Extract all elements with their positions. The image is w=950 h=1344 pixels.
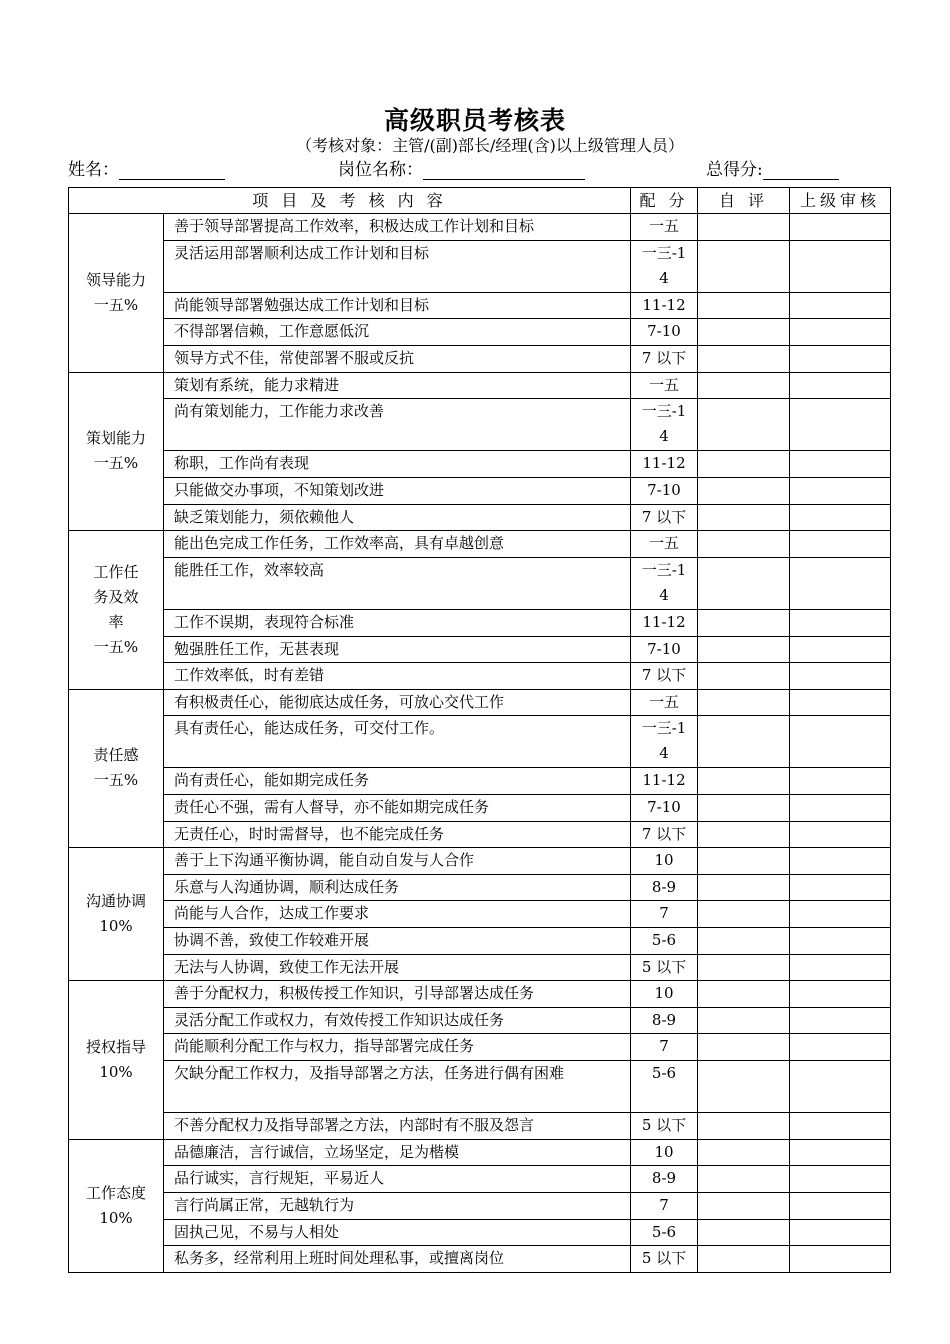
table-row <box>69 663 891 690</box>
self-eval-cell[interactable] <box>698 1192 790 1219</box>
self-eval-cell[interactable] <box>698 1139 790 1166</box>
supervisor-review-cell[interactable] <box>790 795 891 822</box>
score-range: 一五 <box>631 372 698 399</box>
self-eval-cell[interactable] <box>698 1246 790 1273</box>
self-eval-cell[interactable] <box>698 531 790 558</box>
criterion-text: 私务多，经常利用上班时间处理私事，或擅离岗位 <box>164 1246 631 1273</box>
supervisor-review-cell[interactable] <box>790 557 891 609</box>
self-eval-cell[interactable] <box>698 954 790 981</box>
table-row <box>69 531 891 558</box>
document-title: 高级职员考核表 <box>383 106 566 135</box>
score-range: 7 <box>631 1034 698 1061</box>
score-range: 一三-14 <box>631 557 698 609</box>
category-name: 工作态度 <box>85 1183 146 1202</box>
category-name: 授权指导 <box>85 1038 146 1056</box>
table-row <box>69 292 891 319</box>
self-eval-cell[interactable] <box>698 981 790 1008</box>
criterion-text: 具有责任心，能达成任务，可交付工作。 <box>164 716 631 768</box>
category-weight: 一五% <box>93 637 139 656</box>
score-range: 一五 <box>631 531 698 558</box>
score-range: 11-12 <box>631 292 698 319</box>
criterion-text: 工作效率低，时有差错 <box>164 663 631 690</box>
criterion-text: 善于领导部署提高工作效率，积极达成工作计划和目标 <box>164 214 631 241</box>
score-range: 一三-14 <box>631 240 698 292</box>
criterion-text: 只能做交办事项，不知策划改进 <box>164 477 631 504</box>
supervisor-review-cell[interactable] <box>790 240 891 292</box>
criterion-text: 能胜任工作，效率较高 <box>164 557 631 609</box>
criterion-text: 善于上下沟通平衡协调，能自动自发与人合作 <box>164 848 631 875</box>
supervisor-review-cell[interactable] <box>790 981 891 1008</box>
criterion-text: 品行诚实，言行规矩，平易近人 <box>164 1166 631 1193</box>
self-eval-cell[interactable] <box>698 240 790 292</box>
category-name: 策划能力 <box>85 429 146 448</box>
criterion-text: 灵活分配工作或权力，有效传授工作知识达成任务 <box>164 1007 631 1034</box>
score-range: 7 以下 <box>631 345 698 372</box>
criterion-text: 无责任心，时时需督导，也不能完成任务 <box>164 821 631 848</box>
category-weight: 一五% <box>93 295 139 314</box>
table-row <box>69 874 891 901</box>
header-items: 项 目 及 考 核 内 容 <box>69 188 631 214</box>
score-range: 5 以下 <box>631 954 698 981</box>
criterion-text: 缺乏策划能力，须依赖他人 <box>164 504 631 531</box>
score-range: 10 <box>631 981 698 1008</box>
table-header-row <box>69 188 891 214</box>
supervisor-review-cell[interactable] <box>790 609 891 636</box>
table-row <box>69 345 891 372</box>
criterion-text: 责任心不强，需有人督导，亦不能如期完成任务 <box>164 795 631 822</box>
score-range: 5 以下 <box>631 1246 698 1273</box>
supervisor-review-cell[interactable] <box>790 372 891 399</box>
table-row <box>69 636 891 663</box>
self-eval-cell[interactable] <box>698 1113 790 1140</box>
self-eval-cell[interactable] <box>698 636 790 663</box>
table-row <box>69 1007 891 1034</box>
self-eval-cell[interactable] <box>698 345 790 372</box>
position-blank-line[interactable] <box>423 161 585 180</box>
assessment-table <box>68 187 891 1273</box>
score-range: 7 <box>631 901 698 928</box>
name-label: 姓名： <box>68 160 119 180</box>
score-range: 7 以下 <box>631 663 698 690</box>
category-cell <box>69 372 164 531</box>
criterion-text: 工作不误期，表现符合标准 <box>164 609 631 636</box>
category-cell <box>69 214 164 373</box>
table-row <box>69 240 891 292</box>
category-weight: 10% <box>99 1208 133 1227</box>
table-row <box>69 768 891 795</box>
self-eval-cell[interactable] <box>698 821 790 848</box>
category-cell <box>69 1139 164 1272</box>
table-row <box>69 848 891 875</box>
criterion-text: 不得部署信赖，工作意愿低沉 <box>164 319 631 346</box>
table-row <box>69 451 891 478</box>
supervisor-review-cell[interactable] <box>790 1113 891 1140</box>
category-cell <box>69 531 164 690</box>
criterion-text: 有积极责任心，能彻底达成任务，可放心交代工作 <box>164 689 631 716</box>
supervisor-review-cell[interactable] <box>790 1061 891 1113</box>
table-row <box>69 689 891 716</box>
criterion-text: 欠缺分配工作权力，及指导部署之方法，任务进行偶有困难 <box>164 1061 631 1113</box>
supervisor-review-cell[interactable] <box>790 1219 891 1246</box>
table-row <box>69 557 891 609</box>
supervisor-review-cell[interactable] <box>790 1246 891 1273</box>
self-eval-cell[interactable] <box>698 372 790 399</box>
name-field <box>68 155 225 180</box>
score-range: 8-9 <box>631 874 698 901</box>
criterion-text: 尚能与人合作，达成工作要求 <box>164 901 631 928</box>
score-range: 5-6 <box>631 1219 698 1246</box>
score-range: 7-10 <box>631 636 698 663</box>
category-cell <box>69 981 164 1140</box>
self-eval-cell[interactable] <box>698 319 790 346</box>
criterion-text: 无法与人协调，致使工作无法开展 <box>164 954 631 981</box>
name-blank-line[interactable] <box>119 161 225 180</box>
criterion-text: 固执己见，不易与人相处 <box>164 1219 631 1246</box>
table-row <box>69 609 891 636</box>
score-range: 8-9 <box>631 1166 698 1193</box>
supervisor-review-cell[interactable] <box>790 531 891 558</box>
score-range: 7-10 <box>631 795 698 822</box>
category-weight: 10% <box>99 917 133 936</box>
category-cell <box>69 848 164 981</box>
header-supervisor-review: 上级审核 <box>790 188 891 214</box>
supervisor-review-cell[interactable] <box>790 689 891 716</box>
document-subtitle: （考核对象：主管/(副)部长/经理(含)以上级管理人员） <box>296 136 684 155</box>
score-range: 5-6 <box>631 928 698 955</box>
self-eval-cell[interactable] <box>698 214 790 241</box>
supervisor-review-cell[interactable] <box>790 874 891 901</box>
score-range: 10 <box>631 848 698 875</box>
table-row <box>69 399 891 451</box>
category-name: 责任感 <box>93 746 139 765</box>
supervisor-review-cell[interactable] <box>790 1034 891 1061</box>
criterion-text: 品德廉洁，言行诚信，立场坚定，足为楷模 <box>164 1139 631 1166</box>
table-row <box>69 319 891 346</box>
table-row <box>69 1113 891 1140</box>
criterion-text: 领导方式不佳，常使部署不服或反抗 <box>164 345 631 372</box>
table-row <box>69 795 891 822</box>
criterion-text: 尚有责任心，能如期完成任务 <box>164 768 631 795</box>
header-score: 配 分 <box>631 188 698 214</box>
criterion-text: 协调不善，致使工作较难开展 <box>164 928 631 955</box>
supervisor-review-cell[interactable] <box>790 768 891 795</box>
criterion-text: 勉强胜任工作，无甚表现 <box>164 636 631 663</box>
table-row <box>69 821 891 848</box>
table-row <box>69 1219 891 1246</box>
self-eval-cell[interactable] <box>698 689 790 716</box>
criterion-text: 不善分配权力及指导部署之方法，内部时有不服及怨言 <box>164 1113 631 1140</box>
table-row <box>69 1246 891 1273</box>
total-score-label: 总得分: <box>706 160 763 180</box>
table-row <box>69 901 891 928</box>
self-eval-cell[interactable] <box>698 1166 790 1193</box>
criterion-text: 尚能顺利分配工作与权力，指导部署完成任务 <box>164 1034 631 1061</box>
self-eval-cell[interactable] <box>698 795 790 822</box>
score-range: 7-10 <box>631 319 698 346</box>
supervisor-review-cell[interactable] <box>790 663 891 690</box>
table-row <box>69 981 891 1008</box>
supervisor-review-cell[interactable] <box>790 954 891 981</box>
supervisor-review-cell[interactable] <box>790 319 891 346</box>
table-row <box>69 214 891 241</box>
score-range: 7-10 <box>631 477 698 504</box>
self-eval-cell[interactable] <box>698 663 790 690</box>
self-eval-cell[interactable] <box>698 1007 790 1034</box>
self-eval-cell[interactable] <box>698 848 790 875</box>
self-eval-cell[interactable] <box>698 451 790 478</box>
criterion-text: 乐意与人沟通协调，顺利达成任务 <box>164 874 631 901</box>
self-eval-cell[interactable] <box>698 1034 790 1061</box>
self-eval-cell[interactable] <box>698 1219 790 1246</box>
self-eval-cell[interactable] <box>698 716 790 768</box>
self-eval-cell[interactable] <box>698 292 790 319</box>
score-range: 一五 <box>631 214 698 241</box>
supervisor-review-cell[interactable] <box>790 636 891 663</box>
criterion-text: 尚有策划能力，工作能力求改善 <box>164 399 631 451</box>
criterion-text: 言行尚属正常，无越轨行为 <box>164 1192 631 1219</box>
supervisor-review-cell[interactable] <box>790 1192 891 1219</box>
header-self-eval: 自 评 <box>698 188 790 214</box>
supervisor-review-cell[interactable] <box>790 399 891 451</box>
supervisor-review-cell[interactable] <box>790 504 891 531</box>
score-range: 8-9 <box>631 1007 698 1034</box>
score-range: 一五 <box>631 689 698 716</box>
table-row <box>69 1192 891 1219</box>
score-range: 一三-14 <box>631 716 698 768</box>
score-range: 7 以下 <box>631 504 698 531</box>
score-range: 11-12 <box>631 451 698 478</box>
self-eval-cell[interactable] <box>698 557 790 609</box>
criterion-text: 称职，工作尚有表现 <box>164 451 631 478</box>
total-score-field <box>706 155 839 180</box>
table-row <box>69 954 891 981</box>
table-row <box>69 716 891 768</box>
criterion-text: 策划有系统，能力求精进 <box>164 372 631 399</box>
self-eval-cell[interactable] <box>698 768 790 795</box>
criterion-text: 善于分配权力，积极传授工作知识，引导部署达成任务 <box>164 981 631 1008</box>
supervisor-review-cell[interactable] <box>790 928 891 955</box>
category-weight: 一五% <box>93 454 139 473</box>
score-range: 一三-14 <box>631 399 698 451</box>
score-range: 5-6 <box>631 1061 698 1113</box>
supervisor-review-cell[interactable] <box>790 292 891 319</box>
category-weight: 10% <box>99 1063 133 1081</box>
table-row <box>69 477 891 504</box>
score-range: 10 <box>631 1139 698 1166</box>
self-eval-cell[interactable] <box>698 609 790 636</box>
criterion-text: 能出色完成工作任务，工作效率高，具有卓越创意 <box>164 531 631 558</box>
supervisor-review-cell[interactable] <box>790 451 891 478</box>
self-eval-cell[interactable] <box>698 504 790 531</box>
self-eval-cell[interactable] <box>698 399 790 451</box>
self-eval-cell[interactable] <box>698 901 790 928</box>
category-name: 工作任务及效率 <box>93 562 139 631</box>
supervisor-review-cell[interactable] <box>790 1007 891 1034</box>
supervisor-review-cell[interactable] <box>790 477 891 504</box>
criterion-text: 灵活运用部署顺利达成工作计划和目标 <box>164 240 631 292</box>
category-name: 沟通协调 <box>85 892 146 911</box>
position-label: 岗位名称： <box>338 160 423 180</box>
self-eval-cell[interactable] <box>698 477 790 504</box>
score-range: 7 <box>631 1192 698 1219</box>
supervisor-review-cell[interactable] <box>790 345 891 372</box>
supervisor-review-cell[interactable] <box>790 901 891 928</box>
supervisor-review-cell[interactable] <box>790 821 891 848</box>
table-row <box>69 372 891 399</box>
category-cell <box>69 689 164 848</box>
supervisor-review-cell[interactable] <box>790 214 891 241</box>
category-name: 领导能力 <box>85 270 146 289</box>
table-row <box>69 504 891 531</box>
position-field <box>338 155 585 180</box>
category-weight: 一五% <box>93 771 139 790</box>
score-range: 7 以下 <box>631 821 698 848</box>
total-score-blank-line[interactable] <box>763 161 839 180</box>
criterion-text: 尚能领导部署勉强达成工作计划和目标 <box>164 292 631 319</box>
table-row <box>69 1139 891 1166</box>
score-range: 11-12 <box>631 609 698 636</box>
supervisor-review-cell[interactable] <box>790 1166 891 1193</box>
supervisor-review-cell[interactable] <box>790 716 891 768</box>
supervisor-review-cell[interactable] <box>790 848 891 875</box>
table-row <box>69 928 891 955</box>
score-range: 11-12 <box>631 768 698 795</box>
table-row <box>69 1166 891 1193</box>
self-eval-cell[interactable] <box>698 874 790 901</box>
table-row <box>69 1061 891 1113</box>
table-row <box>69 1034 891 1061</box>
supervisor-review-cell[interactable] <box>790 1139 891 1166</box>
self-eval-cell[interactable] <box>698 1061 790 1113</box>
score-range: 5 以下 <box>631 1113 698 1140</box>
self-eval-cell[interactable] <box>698 928 790 955</box>
